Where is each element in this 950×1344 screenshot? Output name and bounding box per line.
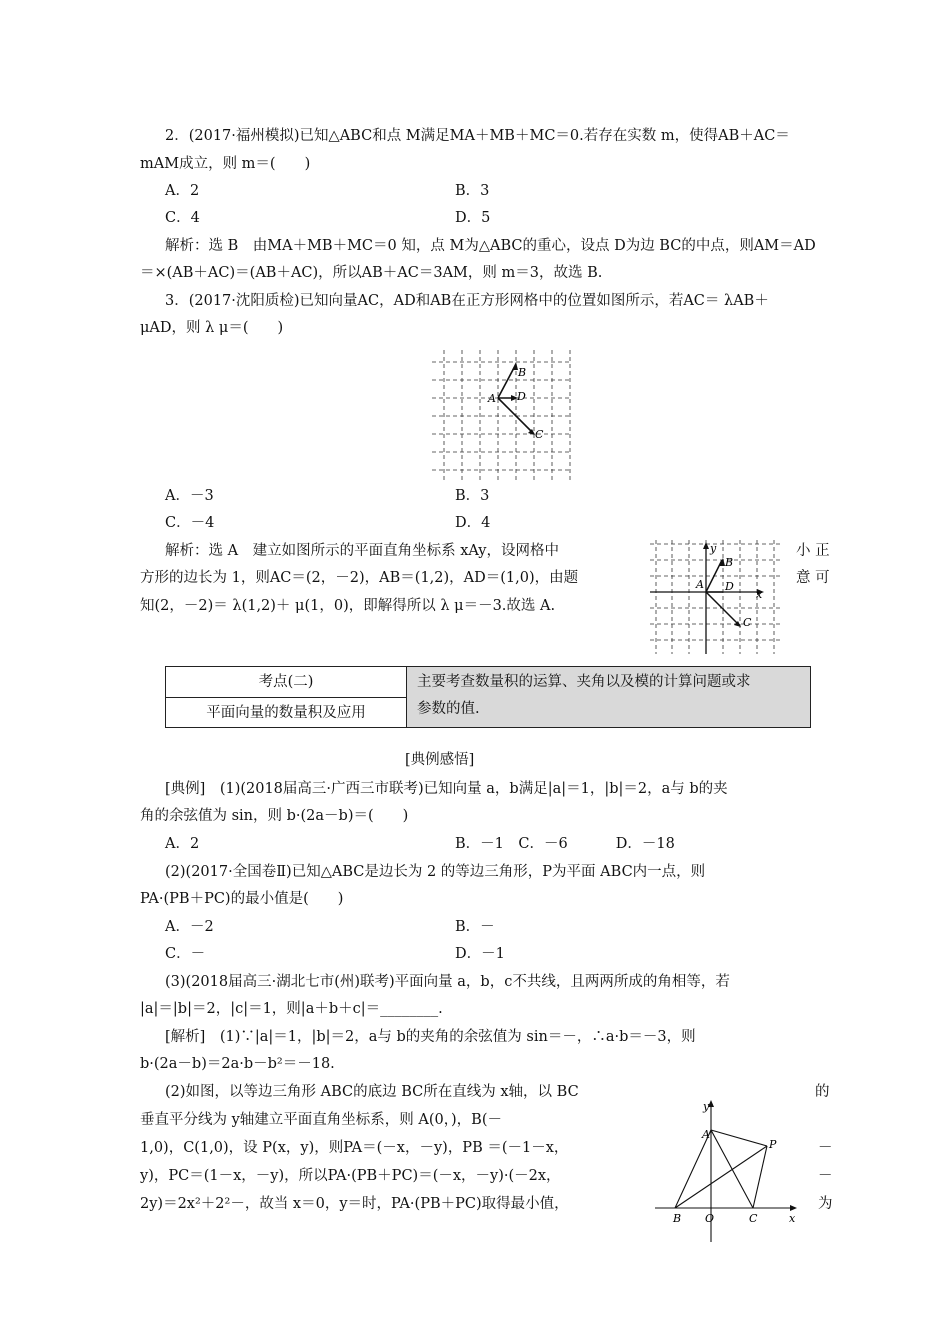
analysis-line7: 2y)＝2x²＋2²－，故当 x＝0，y＝时，PA·(PB＋PC)取得最小值， [140,1196,569,1212]
ex2-option-a: A．－2 [165,919,214,935]
q3-option-b: B．3 [455,488,490,504]
topic-box-left [166,667,407,727]
topic-box [165,666,811,728]
q3-label-d: D [517,390,526,403]
topic-subtitle: 平面向量的数量积及应用 [206,705,366,721]
q3-option-c: C．－4 [165,515,215,531]
analysis-line5: 1,0)，C(1,0)，设 P(x，y)，则PA＝(－x，－y)，PB ＝(－1－x， [140,1140,569,1156]
section-heading: [典例感悟] [405,752,475,768]
q3-solution-line1-end: 小 正 [796,543,830,559]
triangle-coordinate-figure [655,1096,805,1246]
q2-option-d: D．5 [455,210,491,226]
coord-label-d: D [725,580,734,593]
topic-description-line1: 主要考查数量积的运算、夹角以及模的计算问题或求 [417,674,751,690]
tri-label-p: P [769,1138,777,1151]
tri-label-x: x [789,1212,796,1225]
ex2-line2: PA·(PB＋PC)的最小值是( ) [140,891,344,907]
q3-label-c: C [535,428,544,441]
coord-label-b: B [725,556,734,569]
topic-description-line2: 参数的值. [417,701,480,717]
analysis-line5-end: － [818,1140,833,1156]
q3-coordinate-figure [650,536,780,654]
ex2-option-d: D．－1 [455,946,505,962]
q2-option-a: A．2 [165,183,200,199]
q2-line2: mAM成立，则 m＝( ) [140,156,311,172]
analysis-line6-end: － [818,1168,833,1184]
ex3-line2: |a|＝|b|＝2，|c|＝1，则|a＋b＋c|＝________. [140,1001,443,1017]
tri-label-b: B [673,1212,682,1225]
coord-label-a: A [696,578,704,591]
ex1-options-bcd: B．－1 C．－6 D．－18 [455,836,675,852]
ex2-line1: (2)(2017·全国卷Ⅱ)已知△ABC是边长为 2 的等边三角形，P为平面 ABC内一点，则 [165,864,706,880]
topic-description [407,667,810,727]
tri-label-y: y [703,1100,710,1113]
q2-solution-line2: ＝×(AB＋AC)＝(AB＋AC)，所以AB＋AC＝3AM，则 m＝3，故选 B. [140,265,603,281]
q3-line2: μAD，则 λ μ＝( ) [140,320,284,336]
ex1-line1: [典例] (1)(2018届高三·广西三市联考)已知向量 a，b满足|a|＝1，|b|＝2，a与 b的夹 [165,781,728,797]
tri-label-c: C [749,1212,758,1225]
analysis-line3-end: 的 [815,1084,830,1100]
tri-label-a: A [702,1128,710,1141]
q3-label-a: A [488,392,496,405]
q3-solution-line2: 方形的边长为 1，则AC＝(2，－2)，AB＝(1,2)，AD＝(1,0)，由题 [140,570,579,586]
q3-solution-line1: 解析：选 A 建立如图所示的平面直角坐标系 xAy，设网格中 [165,543,559,559]
ex3-line1: (3)(2018届高三·湖北七市(州)联考)平面向量 a，b，c不共线，且两两所成的角相等，若 [165,974,730,990]
coord-label-x: x [756,588,763,601]
ex1-option-a: A．2 [165,836,200,852]
q3-solution-line3: 知(2，－2)＝ λ(1,2)＋ μ(1，0)，即解得所以 λ μ＝－3.故选 A. [140,598,556,614]
analysis-line1: [解析] (1)∵|a|＝1，|b|＝2，a与 b的夹角的余弦值为 sin＝－，∴a·b＝－3，则 [165,1029,696,1045]
q2-line1: 2．(2017·福州模拟)已知△ABC和点 M满足MA＋MB＋MC＝0.若存在实数 m，使得AB＋AC＝ [165,128,790,144]
q2-option-b: B．3 [455,183,490,199]
ex2-option-b: B．－ [455,919,495,935]
topic-title: 考点(二) [166,667,406,698]
q3-option-a: A．－3 [165,488,214,504]
q3-line1: 3．(2017·沈阳质检)已知向量AC，AD和AB在正方形网格中的位置如图所示，若AC＝ λAB＋ [165,293,769,309]
q3-label-b: B [518,366,527,379]
analysis-line7-end: 为 [818,1196,833,1212]
analysis-line3: (2)如图，以等边三角形 ABC的底边 BC所在直线为 x轴，以 BC [165,1084,579,1100]
analysis-line6: y)，PC＝(1－x，－y)，所以PA·(PB＋PC)＝(－x，－y)·(－2x， [140,1168,561,1184]
analysis-line2: b·(2a－b)＝2a·b－b²＝－18. [140,1056,335,1072]
coord-label-y: y [710,542,717,555]
coord-label-c: C [743,616,752,629]
ex2-option-c: C．－ [165,946,206,962]
ex1-line2: 角的余弦值为 sin，则 b·(2a－b)＝( ) [140,808,409,824]
q2-option-c: C．4 [165,210,200,226]
analysis-line4: 垂直平分线为 y轴建立平面直角坐标系，则 A(0，)，B(－ [140,1112,502,1128]
tri-label-o: O [705,1212,715,1225]
q3-grid-figure [432,350,572,480]
q2-solution-line1: 解析：选 B 由MA＋MB＋MC＝0 知，点 M为△ABC的重心，设点 D为边 BC的中点，则AM＝AD [165,238,816,254]
q3-option-d: D．4 [455,515,491,531]
q3-solution-line2-end: 意 可 [796,570,830,586]
